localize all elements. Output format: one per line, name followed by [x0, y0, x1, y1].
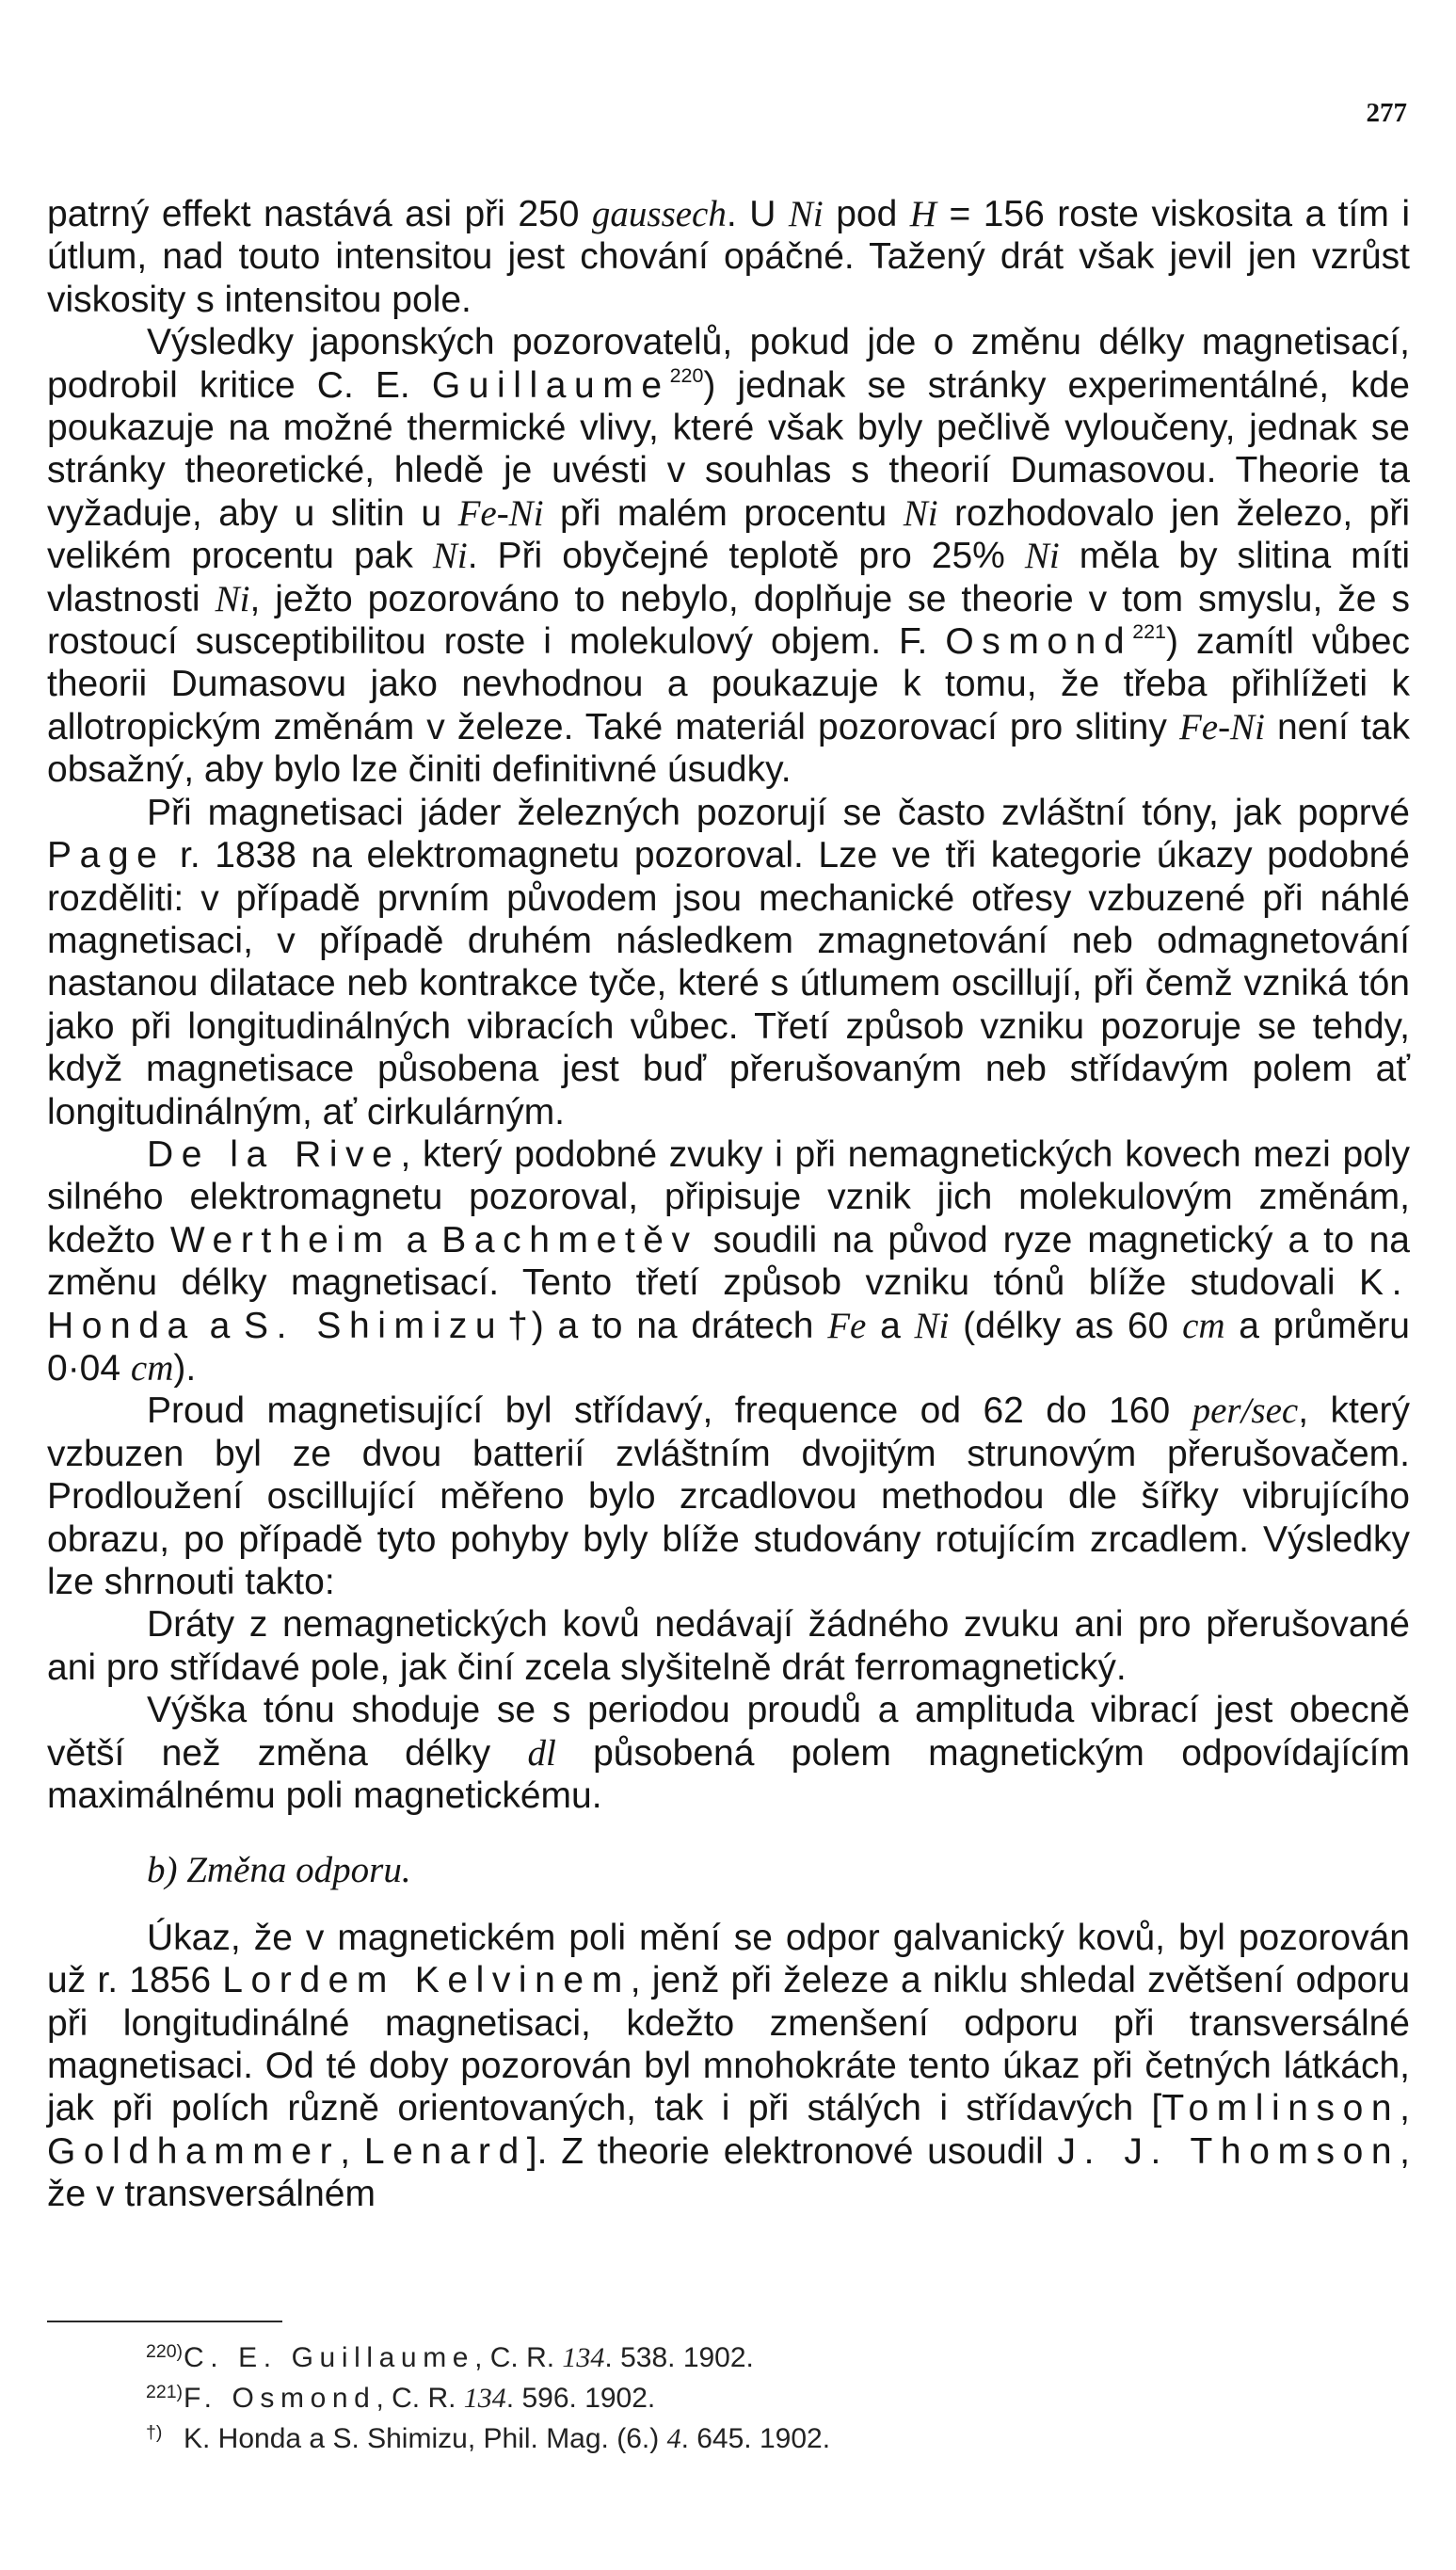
footnote-ref: 221 [1132, 619, 1166, 643]
text-run: pod [823, 194, 910, 234]
text-run: . U [726, 194, 789, 234]
italic-term: Ni [215, 578, 250, 619]
text-run: Výsledky japonských pozorovatelů, pokud jde o změnu délky magnetisací, podrobil kritice C. E. [47, 322, 1410, 406]
footnote-pages: . 645. 1902. [680, 2422, 831, 2454]
footnote-ref: 220 [669, 363, 704, 387]
paragraph-6: Dráty z nemagnetických kovů nedávají žádného zvuku ani pro přerušované ani pro střídavé pole, jak činí zcela slyšitelně drát ferromagnetický. [47, 1604, 1410, 1688]
text-run: ]. Z theorie elektronové usoudil [526, 2130, 1058, 2172]
author-name: Lordem Kelvinem [222, 1960, 631, 2001]
author-name: De la Rive [147, 1133, 401, 1175]
text-run: , [1400, 2088, 1410, 2129]
text-run: soudili na původ ryze magnetický a to na změnu délky magnetisací. Tento třetí způsob vzniku tónů blíže studovali [47, 1219, 1410, 1304]
text-run: (délky as 60 [949, 1305, 1183, 1346]
author-name: Guillaume [431, 364, 670, 406]
footnote-volume: 4 [666, 2422, 681, 2454]
footnote-journal: , Phil. Mag. (6.) [467, 2422, 667, 2454]
author-name: Goldhammer [47, 2130, 341, 2172]
footnote-pages: . 596. 1902. [505, 2382, 656, 2414]
text-run: měla by slitina míti vlastnosti [47, 536, 1410, 619]
text-run: Výška tónu shoduje se s periodou proudů a amplituda vibrací jest obecně větší než změna délky [47, 1690, 1410, 1774]
text-run: a [866, 1305, 915, 1346]
page-number: 277 [1366, 98, 1407, 128]
text-run: Při magnetisaci jáder železných pozorují se často zvláštní tóny, jak poprvé [147, 792, 1410, 833]
text-run: , jenž při železe a niklu shledal zvětšení odporu při longitudinálné magnetisaci, kdežto zmenšení odporu při transversálné magnetisaci. Od té doby pozorován byl mnohokráte tento úkaz při četných látkách, jak při polích různě orientovaných, tak i při stálých i střídavých [ [47, 1960, 1411, 2129]
footnote-dagger [146, 2416, 1322, 2456]
text-run: a [391, 1219, 442, 1261]
text-run: a [195, 1305, 245, 1346]
footnote-author: C. E. Guillaume [184, 2341, 475, 2373]
text-run: . Při obyčejné teplotě pro 25% [467, 536, 1025, 577]
author-name: Bachmetěv [441, 1219, 698, 1261]
italic-term: Ni [788, 194, 824, 234]
text-run: není tak obsažný, aby bylo lze činiti definitivné úsudky. [47, 706, 1410, 791]
italic-term: H [909, 194, 936, 234]
text-run: , [340, 2130, 364, 2172]
text-run: při malém procentu [543, 492, 904, 534]
italic-term: Fe-Ni [457, 492, 544, 534]
footnote-volume: 134 [562, 2341, 605, 2373]
footnote-220 [146, 2335, 1322, 2375]
text-run: působená polem magnetickým odpovídajícím maximálnému poli magnetickému. [47, 1732, 1410, 1817]
author-name: Osmond [945, 621, 1133, 663]
text-run: , ježto pozorováno to nebylo, doplňuje se theorie v tom smyslu, že s rostoucí susceptibilitou roste i molekulový objem. F. [47, 578, 1410, 663]
paragraph-2 [47, 321, 1410, 791]
body-text [47, 193, 1410, 2216]
text-run: ). [173, 1347, 197, 1389]
text-run: ) jednak se stránky experimentálné, kde poukazuje na možné thermické vlivy, které však byly pečlivě vyloučeny, jednak se stránky theoretické, hledě je uvésti v souhlas s theorií Dumasovou. Theorie ta vyžaduje, aby u slitin u [47, 364, 1410, 534]
italic-term: Fe-Ni [1178, 706, 1265, 747]
footnote-author: K. Honda a S. Shimizu [184, 2422, 468, 2454]
author-name: S. Shimizu [244, 1305, 504, 1346]
footnote-journal: , C. R. [376, 2382, 464, 2414]
footnote-mark: †) [146, 2421, 163, 2443]
text-run: rozhodovalo jen železo, při velikém procentu pak [47, 492, 1410, 577]
text-run: = 156 roste viskosita a tím i útlum, nad touto intensitou jest chování opáčné. Tažený drát však jevil jen vzrůst viskosity s intensitou pole. [47, 194, 1410, 320]
footnote-221 [146, 2375, 1322, 2416]
text-run: , který podobné zvuky i při nemagnetických kovech mezi poly silného elektromagnetu pozoroval, připisuje vznik jich molekulovým změnám, kdežto [47, 1133, 1410, 1261]
author-name: K. Honda [47, 1262, 1410, 1346]
text-run: ) zamítl vůbec theorii Dumasovu jako nevhodnou a poukazuje k tomu, že třeba přihlížeti k allotropickým změnám v železe. Také materiál pozorovací pro slitiny [47, 621, 1410, 747]
text-run: , že v transversálném [47, 2130, 1411, 2215]
footnote-mark: 221) [146, 2381, 184, 2402]
footnote-divider [47, 2321, 282, 2322]
footnote-mark: 220) [146, 2341, 184, 2362]
text-run: a průměru 0·04 [47, 1305, 1410, 1389]
italic-term: per/sec [1192, 1390, 1299, 1432]
author-name: Lenard [363, 2130, 527, 2172]
italic-term: dl [527, 1732, 556, 1774]
italic-term: cm [130, 1347, 174, 1389]
italic-term: gaussech [591, 194, 727, 234]
paragraph-1 [47, 193, 1410, 321]
footnotes [146, 2335, 1322, 2455]
footnote-journal: , C. R. [474, 2341, 563, 2373]
paragraph-8 [47, 1917, 1410, 2216]
footnote-volume: 134 [463, 2382, 506, 2414]
text-run: r. 1838 na elektromagnetu pozoroval. Lze ve tři kategorie úkazy podobné rozděliti: v případě prvním původem jsou mechanické otřesy vzbuzené při náhlé magnetisaci, v případě druhém následkem zmagnetování neb odmagnetování nastanou dilatace neb kontrakce tyče, které s útlumem oscillují, při čemž vzniká tón jako při longitudinálných vibracích vůbec. Třetí způsob vzniku pozoruje se tehdy, když magnetisace působena jest buď přerušovaným neb střídavým polem ať longitudinálným, ať cirkulárným. [47, 835, 1410, 1132]
author-name: J. J. Thomson [1057, 2130, 1400, 2172]
paragraph-4 [47, 1133, 1410, 1389]
paragraph-3 [47, 792, 1410, 1133]
text-run: Proud magnetisující byl střídavý, frequence od 62 do 160 [147, 1390, 1192, 1432]
author-name: Wertheim [169, 1219, 392, 1261]
paragraph-7 [47, 1689, 1410, 1817]
author-name: Tomlinson [1161, 2088, 1400, 2129]
italic-term: Ni [1024, 536, 1060, 577]
footnote-pages: . 538. 1902. [604, 2341, 754, 2373]
section-subheading: b) Změna odporu. [147, 1850, 411, 1891]
footnote-author: F. Osmond [184, 2382, 376, 2414]
text-run: , který vzbuzen byl ze dvou batterií zvláštním dvojitým strunovým přerušovačem. Prodloužení oscillující měřeno bylo zrcadlovou methodou dle šířky vibrujícího obrazu, po případě tyto pohyby byly blíže studovány rotujícím zrcadlem. Výsledky lze shrnouti takto: [47, 1390, 1410, 1602]
italic-term: Ni [914, 1305, 950, 1346]
text-run: patrný effekt nastává asi při 250 [47, 194, 592, 234]
text-run: Úkaz, že v magnetickém poli mění se odpor galvanický kovů, byl pozorován už r. 1856 [47, 1917, 1410, 2001]
italic-term: cm [1182, 1305, 1225, 1346]
author-name: Page [47, 835, 166, 876]
italic-term: Ni [432, 536, 468, 577]
paragraph-5 [47, 1389, 1410, 1603]
text-run: †) a to na drátech [504, 1305, 828, 1346]
italic-term: Ni [903, 492, 938, 534]
italic-term: Fe [827, 1305, 867, 1346]
